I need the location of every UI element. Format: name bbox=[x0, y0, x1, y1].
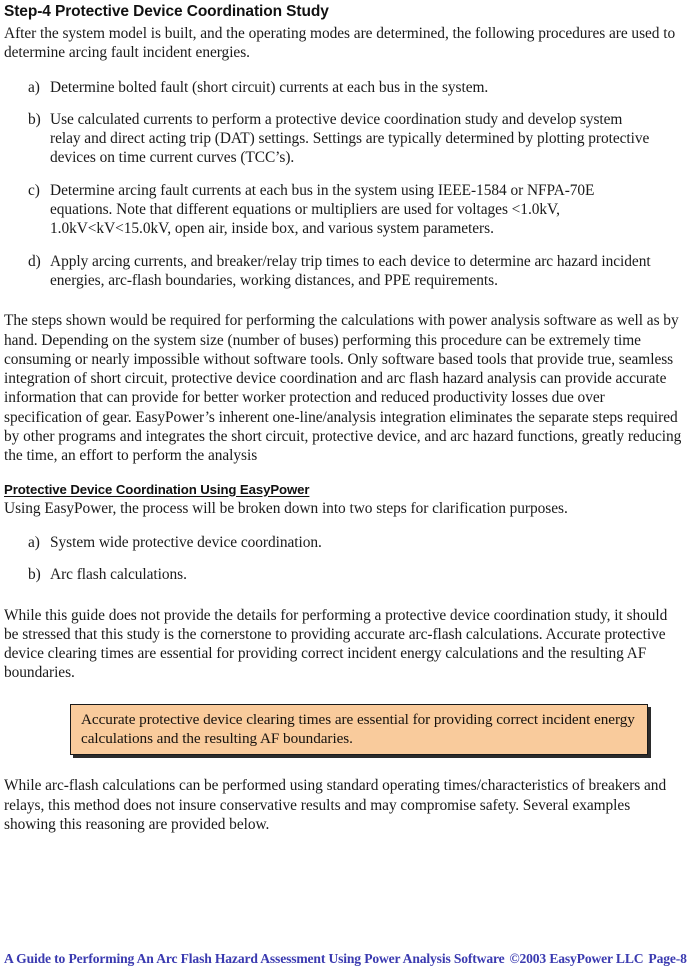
procedures-list bbox=[4, 78, 686, 291]
section-heading: Protective Device Coordination Using EasyPower bbox=[4, 481, 310, 497]
list-item-text: Determine bolted fault (short circuit) currents at each bus in the system. bbox=[50, 78, 489, 96]
list-item bbox=[4, 110, 656, 168]
list-item-text: Determine arcing fault currents at each bus in the system using IEEE-1584 or NFPA-70E equations. Note that different equations or multipliers are used for voltages <1.0kV, 1.0kV<kV<15.0kV, open air, inside box, and various system parameters. bbox=[50, 181, 595, 238]
body-paragraph: The steps shown would be required for performing the calculations with power analysis software as well as by hand. Depending on the system size (number of buses) performing this procedure can be extremely time consuming or nearly impossible without software tools. Only software based tools that provide true, seamless integration of short circuit, protective device coordination and arc flash hazard analysis can provide accurate information that can provide for better worker protection and reduced productivity losses due over specification of gear. EasyPower’s inherent one-line/analysis integration eliminates the separate steps required by other programs and integrates the short circuit, protective device, and arc hazard functions, greatly reducing the time, an effort to perform the analysis bbox=[4, 312, 682, 465]
list-item-text: Use calculated currents to perform a protective device coordination study and develop system relay and direct acting trip (DAT) settings. Settings are typically determined by plotting protective devices on time current curves (TCC’s). bbox=[50, 110, 650, 167]
spacer bbox=[4, 466, 686, 481]
list-marker: b) bbox=[28, 566, 41, 584]
spacer bbox=[4, 585, 686, 606]
footer-copyright: ©2003 EasyPower LLC bbox=[509, 951, 644, 966]
list-item bbox=[4, 78, 656, 97]
spacer bbox=[4, 518, 686, 533]
list-item bbox=[4, 252, 656, 291]
footer-title: A Guide to Performing An Arc Flash Hazard Assessment Using Power Analysis Software bbox=[4, 951, 505, 966]
closing-paragraph: While arc-flash calculations can be performed using standard operating times/characteristics of breakers and relays, this method does not insure conservative results and may compromise safety. Several examples showing this reasoning are provided below. bbox=[4, 777, 667, 833]
spacer bbox=[4, 290, 686, 311]
list-item bbox=[4, 181, 656, 239]
list-marker: d) bbox=[28, 252, 41, 270]
list-item-text: Arc flash calculations. bbox=[50, 566, 187, 584]
page-footer bbox=[4, 950, 688, 967]
list-marker: a) bbox=[28, 78, 40, 96]
intro-paragraph: After the system model is built, and the operating modes are determined, the following procedures are used to determine arcing fault incident energies. bbox=[4, 25, 676, 62]
list-item bbox=[4, 533, 656, 552]
spacer bbox=[4, 63, 686, 78]
document-content bbox=[4, 0, 686, 834]
callout-text: Accurate protective device clearing times are essential for providing correct incident energy calculations and the resulting AF boundaries. bbox=[81, 710, 635, 748]
guide-paragraph: While this guide does not provide the details for performing a protective device coordination study, it should be stressed that this study is the cornerstone to providing accurate arc-flash calculations. Accurate protective device clearing times are essential for providing correct incident energy calculations and the resulting AF boundaries. bbox=[4, 606, 668, 682]
list-marker: c) bbox=[28, 181, 40, 199]
list-marker: a) bbox=[28, 533, 40, 551]
spacer bbox=[4, 683, 686, 704]
section-steps-list bbox=[4, 533, 686, 585]
callout-box bbox=[70, 704, 648, 756]
list-marker: b) bbox=[28, 110, 41, 128]
spacer bbox=[4, 755, 686, 776]
list-item bbox=[4, 565, 656, 584]
page-title: Step-4 Protective Device Coordination Study bbox=[4, 3, 329, 20]
section-heading-row bbox=[4, 481, 686, 499]
list-item-text: System wide protective device coordination. bbox=[50, 533, 322, 551]
list-item-text: Apply arcing currents, and breaker/relay trip times to each device to determine arc hazard incident energies, arc-flash boundaries, working distances, and PPE requirements. bbox=[50, 252, 651, 289]
footer-page-number: Page-8 bbox=[648, 951, 687, 966]
section-intro-paragraph: Using EasyPower, the process will be broken down into two steps for clarification purposes. bbox=[4, 499, 568, 517]
callout-box-wrapper bbox=[70, 704, 648, 756]
